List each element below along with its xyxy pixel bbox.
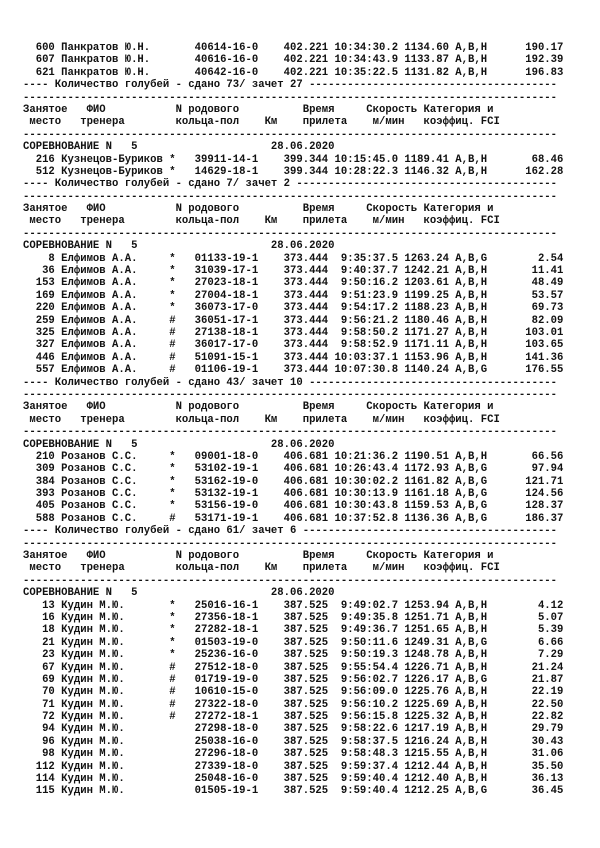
separator-line: ------------------------------------------------------------------------------------ — [23, 128, 558, 141]
result-row: 405 Розанов С.С. * 53156-19-0 406.681 10:30:43.8 1159.53 A,B,G 128.37 — [23, 500, 564, 513]
result-row: 588 Розанов С.С. # 53171-19-1 406.681 10:37:52.8 1136.36 A,B,G 186.37 — [23, 512, 564, 525]
competition-heading: СОРЕВНОВАНИЕ N 5 28.06.2020 — [23, 438, 335, 451]
result-row: 169 Елфимов А.А. * 27004-18-1 373.444 9:51:23.9 1199.25 A,B,H 53.57 — [23, 289, 564, 302]
result-row: 114 Кудин М.Ю. 25048-16-0 387.525 9:59:40.4 1212.40 A,B,H 36.13 — [23, 773, 564, 786]
result-row: 16 Кудин М.Ю. * 27356-18-1 387.525 9:49:35.8 1251.71 A,B,H 5.07 — [23, 611, 564, 624]
summary-line: ---- Количество голубей - сдано 61/ зачет 6 ---------------------------------------- — [23, 525, 558, 538]
result-row: 600 Панкратов Ю.Н. 40614-16-0 402.221 10:34:30.2 1134.60 A,B,H 190.17 — [23, 42, 564, 54]
result-row: 70 Кудин М.Ю. # 10610-15-0 387.525 9:56:09.0 1225.76 A,B,H 22.19 — [23, 686, 564, 699]
separator-line: ------------------------------------------------------------------------------------ — [23, 574, 558, 587]
separator-line: ------------------------------------------------------------------------------------ — [23, 190, 558, 203]
separator-line: ------------------------------------------------------------------------------------ — [23, 388, 558, 401]
result-row: 220 Елфимов А.А. * 36073-17-0 373.444 9:54:17.2 1188.23 A,B,H 69.73 — [23, 302, 564, 315]
result-row: 153 Елфимов А.А. * 27023-18-1 373.444 9:50:16.2 1203.61 A,B,H 48.49 — [23, 277, 564, 290]
result-row: 512 Кузнецов-Буриков * 14629-18-1 399.344 10:28:22.3 1146.32 A,B,H 162.28 — [23, 165, 564, 178]
result-row: 72 Кудин М.Ю. # 27272-18-1 387.525 9:56:15.8 1225.32 A,B,H 22.82 — [23, 711, 564, 724]
result-row: 36 Елфимов А.А. * 31039-17-1 373.444 9:40:37.7 1242.21 A,B,H 11.41 — [23, 265, 564, 278]
column-header: место тренера кольца-пол Км прилета м/мин коэффиц. FCI — [23, 413, 500, 426]
result-row: 607 Панкратов Ю.Н. 40616-16-0 402.221 10:34:43.9 1133.87 A,B,H 192.39 — [23, 54, 564, 67]
result-row: 13 Кудин М.Ю. * 25016-16-1 387.525 9:49:02.7 1253.94 A,B,H 4.12 — [23, 599, 564, 612]
column-header: место тренера кольца-пол Км прилета м/мин коэффиц. FCI — [23, 116, 500, 129]
result-row: 210 Розанов С.С. * 09001-18-0 406.681 10:21:36.2 1190.51 A,B,H 66.56 — [23, 450, 564, 463]
column-header: Занятое ФИО N родового Время Скорость Категория и — [23, 401, 494, 414]
summary-line: ---- Количество голубей - сдано 73/ зачет 27 --------------------------------------- — [23, 79, 558, 92]
summary-line: ---- Количество голубей - сдано 43/ зачет 10 --------------------------------------- — [23, 376, 558, 389]
result-row: 259 Елфимов А.А. # 36051-17-1 373.444 9:56:21.2 1180.46 A,B,H 82.09 — [23, 314, 564, 327]
result-row: 557 Елфимов А.А. # 01106-19-1 373.444 10:07:30.8 1140.24 A,B,G 176.55 — [23, 364, 564, 377]
result-row: 67 Кудин М.Ю. # 27512-18-0 387.525 9:55:54.4 1226.71 A,B,H 21.24 — [23, 661, 564, 674]
column-header: место тренера кольца-пол Км прилета м/мин коэффиц. FCI — [23, 215, 500, 228]
result-row: 98 Кудин М.Ю. 27296-18-0 387.525 9:58:48.3 1215.55 A,B,H 31.06 — [23, 748, 564, 761]
result-row: 96 Кудин М.Ю. 25038-16-0 387.525 9:58:37.5 1216.24 A,B,H 30.43 — [23, 735, 564, 748]
result-row: 18 Кудин М.Ю. * 27282-18-1 387.525 9:49:36.7 1251.65 A,B,H 5.39 — [23, 624, 564, 637]
result-row: 94 Кудин М.Ю. 27298-18-0 387.525 9:58:22.6 1217.19 A,B,H 29.79 — [23, 723, 564, 736]
result-row: 115 Кудин М.Ю. 01505-19-1 387.525 9:59:40.4 1212.25 A,B,G 36.45 — [23, 785, 564, 798]
result-row: 327 Елфимов А.А. # 36017-17-0 373.444 9:58:52.9 1171.11 A,B,H 103.65 — [23, 339, 564, 352]
competition-heading: СОРЕВНОВАНИЕ N 5 28.06.2020 — [23, 240, 335, 253]
separator-line: ------------------------------------------------------------------------------------ — [23, 426, 558, 439]
result-row: 23 Кудин М.Ю. * 25236-16-0 387.525 9:50:19.3 1248.78 A,B,H 7.29 — [23, 649, 564, 662]
result-row: 69 Кудин М.Ю. # 01719-19-0 387.525 9:56:02.7 1226.17 A,B,G 21.87 — [23, 673, 564, 686]
result-row: 21 Кудин М.Ю. * 01503-19-0 387.525 9:50:11.6 1249.31 A,B,G 6.66 — [23, 636, 564, 649]
separator-line: ------------------------------------------------------------------------------------ — [23, 227, 558, 240]
competition-heading: СОРЕВНОВАНИЕ N 5 28.06.2020 — [23, 587, 335, 600]
competition-heading: СОРЕВНОВАНИЕ N 5 28.06.2020 — [23, 141, 335, 154]
separator-line: ------------------------------------------------------------------------------------ — [23, 537, 558, 550]
result-row: 393 Розанов С.С. * 53132-19-1 406.681 10:30:13.9 1161.18 A,B,G 124.56 — [23, 488, 564, 501]
summary-line: ---- Количество голубей - сдано 7/ зачет 2 ----------------------------------------- — [23, 178, 558, 191]
result-row: 446 Елфимов А.А. # 51091-15-1 373.444 10:03:37.1 1153.96 A,B,H 141.36 — [23, 351, 564, 364]
result-row: 384 Розанов С.С. * 53162-19-0 406.681 10:30:02.2 1161.82 A,B,G 121.71 — [23, 475, 564, 488]
result-row: 112 Кудин М.Ю. 27339-18-0 387.525 9:59:37.4 1212.44 A,B,H 35.50 — [23, 760, 564, 773]
separator-line: ------------------------------------------------------------------------------------ — [23, 91, 558, 104]
result-row: 309 Розанов С.С. * 53102-19-1 406.681 10:26:43.4 1172.93 A,B,G 97.94 — [23, 463, 564, 476]
result-row: 325 Елфимов А.А. # 27138-18-1 373.444 9:58:50.2 1171.27 A,B,H 103.01 — [23, 326, 564, 339]
result-row: 216 Кузнецов-Буриков * 39911-14-1 399.344 10:15:45.0 1189.41 A,B,H 68.46 — [23, 153, 564, 166]
column-header: Занятое ФИО N родового Время Скорость Категория и — [23, 103, 494, 116]
column-header: Занятое ФИО N родового Время Скорость Категория и — [23, 550, 494, 563]
result-row: 8 Елфимов А.А. * 01133-19-1 373.444 9:35:37.5 1263.24 A,B,G 2.54 — [23, 252, 564, 265]
column-header: место тренера кольца-пол Км прилета м/мин коэффиц. FCI — [23, 562, 500, 575]
result-row: 71 Кудин М.Ю. # 27322-18-0 387.525 9:56:10.2 1225.69 A,B,H 22.50 — [23, 698, 564, 711]
column-header: Занятое ФИО N родового Время Скорость Категория и — [23, 203, 494, 216]
result-row: 621 Панкратов Ю.Н. 40642-16-0 402.221 10:35:22.5 1131.82 A,B,H 196.83 — [23, 66, 564, 79]
